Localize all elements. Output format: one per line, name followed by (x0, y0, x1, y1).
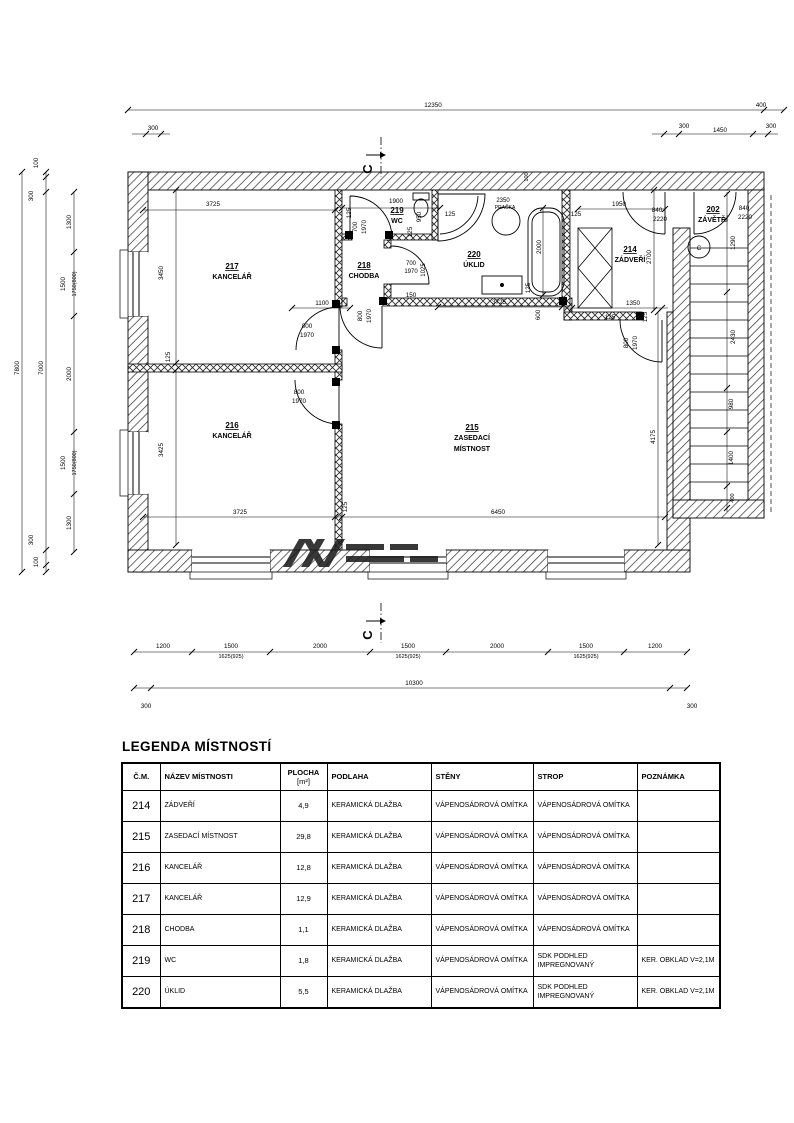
dimension-text: 1970 (632, 335, 639, 351)
dimension-text: 2000 (312, 643, 328, 650)
dimension-text: 1450 (712, 127, 728, 134)
legend-column-label: Č.M. (133, 772, 150, 782)
dimension-text: 1625(925) (573, 654, 599, 660)
dimension-text: 3450 (158, 265, 165, 281)
room-number: 215 (465, 423, 479, 432)
legend-cell-strop: VÁPENOSÁDROVÁ OMÍTKA (533, 915, 637, 946)
dimension-text: 10300 (405, 680, 423, 687)
dimension-text: 300 (686, 703, 698, 710)
room-number: 220 (467, 250, 481, 259)
legend-column-header (327, 763, 431, 791)
room-number: 219 (390, 206, 404, 215)
dimension-text: 300 (28, 190, 35, 202)
dimension-text: 7800 (14, 360, 21, 376)
legend-column-label: PLOCHA (287, 767, 320, 777)
dimension-text: 2000 (489, 643, 505, 650)
legend-column-header (431, 763, 533, 791)
legend-cell-podlaha: KERAMICKÁ DLAŽBA (327, 884, 431, 915)
dimension-text: 300 (765, 123, 777, 130)
dimension-text: 300 (28, 534, 35, 546)
legend-cell-cm: 216 (122, 853, 160, 884)
dimension-text: 400 (755, 102, 767, 109)
legend-cell-poznamka (637, 853, 720, 884)
dimension-text: 400 (730, 493, 736, 503)
dimension-text: 1970 (404, 269, 418, 275)
dimension-text: 125 (346, 207, 353, 219)
legend-column-header (533, 763, 637, 791)
legend-cell-plocha: 4,9 (280, 791, 327, 822)
legend-column-label: STROP (537, 772, 564, 782)
legend-cell-poznamka: KER. OBKLAD V=2,1M (637, 977, 720, 1009)
legend-cell-steny: VÁPENOSÁDROVÁ OMÍTKA (431, 884, 533, 915)
legend-row (122, 853, 720, 884)
dimension-text: 1970 (291, 398, 307, 405)
dimension-text: 100 (33, 157, 40, 169)
legend-row (122, 884, 720, 915)
room-name: CHODBA (348, 273, 380, 280)
dimension-text: 12350 (424, 102, 442, 109)
dimension-text: 4175 (650, 429, 657, 445)
legend-cell-nazev: KANCELÁŘ (160, 853, 280, 884)
door-jambs (332, 231, 644, 429)
dimension-text: 1500 (60, 455, 67, 471)
dimension-text: 150 (405, 292, 417, 299)
legend-column-label: POZNÁMKA (641, 772, 685, 782)
dimension-text: 3725 (491, 299, 507, 306)
bathtub (528, 208, 564, 296)
closet (578, 228, 612, 308)
section-mark (360, 137, 386, 177)
dimension-text: 700 (405, 261, 417, 267)
room-name: MÍSTNOST (453, 446, 491, 453)
legend-cell-poznamka (637, 884, 720, 915)
dimension-text: 125 (604, 314, 616, 321)
legend-cell-poznamka (637, 822, 720, 853)
dimension-text: 125 (165, 351, 172, 363)
legend-column-label: STĚNY (435, 772, 461, 782)
legend-column-label: NÁZEV MÍSTNOSTI (164, 772, 233, 782)
dimension-text: 800 (293, 389, 305, 396)
room-name: KANCELÁŘ (212, 274, 252, 281)
dimension-text: 3725 (205, 201, 221, 208)
dimension-text: 1750(800) (72, 450, 78, 476)
dimension-text: 2220 (652, 216, 668, 223)
legend-cell-steny: VÁPENOSÁDROVÁ OMÍTKA (431, 822, 533, 853)
legend-row (122, 822, 720, 853)
legend-cell-nazev: ZÁDVEŘÍ (160, 791, 280, 822)
dimension-text: PRAČKA (494, 205, 516, 211)
legend-cell-cm: 214 (122, 791, 160, 822)
dimension-text: 300 (678, 123, 690, 130)
legend-cell-poznamka (637, 791, 720, 822)
dimension-text: 2000 (536, 239, 543, 255)
legend-cell-plocha: 1,1 (280, 915, 327, 946)
dimension-text: 700 (352, 221, 359, 233)
legend-cell-nazev: CHODBA (160, 915, 280, 946)
dimension-text: 1500 (400, 643, 416, 650)
legend-cell-podlaha: KERAMICKÁ DLAŽBA (327, 915, 431, 946)
legend-row (122, 791, 720, 822)
legend (121, 739, 721, 1009)
legend-cell-cm: 218 (122, 915, 160, 946)
legend-cell-strop: SDK PODHLED IMPREGNOVANÝ (533, 977, 637, 1009)
legend-cell-cm: 215 (122, 822, 160, 853)
dimension-text: 1500 (60, 276, 67, 292)
room-number: 214 (623, 245, 637, 254)
dimension-text: 7000 (38, 360, 45, 376)
dimension-text: 840 (738, 205, 750, 212)
legend-column-header (637, 763, 720, 791)
dimension-text: 800 (301, 323, 313, 330)
legend-cell-podlaha: KERAMICKÁ DLAŽBA (327, 853, 431, 884)
interior-walls (128, 190, 642, 550)
dimension-text: 125 (407, 226, 414, 238)
dimension-text: 100 (33, 556, 40, 568)
dimension-text: 2430 (730, 329, 737, 345)
section-mark-label: C (360, 164, 375, 174)
room-number: 202 (706, 205, 720, 214)
room-name: ZÁVĚTŘÍ (698, 217, 728, 224)
dimension-text: 2700 (646, 249, 653, 265)
dimension-text: 125 (444, 211, 456, 218)
bottom-windows (190, 550, 626, 579)
legend-row (122, 915, 720, 946)
stairs (690, 248, 748, 503)
legend-cell-cm: 219 (122, 946, 160, 977)
dimension-text: 125 (342, 501, 349, 513)
legend-cell-nazev: KANCELÁŘ (160, 884, 280, 915)
dimension-text: 125 (525, 282, 532, 294)
dimension-text: 6450 (490, 509, 506, 516)
legend-cell-podlaha: KERAMICKÁ DLAŽBA (327, 822, 431, 853)
legend-cell-plocha: 29,8 (280, 822, 327, 853)
legend-cell-strop: SDK PODHLED IMPREGNOVANÝ (533, 946, 637, 977)
dimension-text: 100 (524, 172, 530, 182)
dimension-text: 1500 (578, 643, 594, 650)
dimension-text: 800 (357, 310, 364, 322)
legend-cell-podlaha: KERAMICKÁ DLAŽBA (327, 977, 431, 1009)
legend-column-header (160, 763, 280, 791)
dimension-text: 300 (147, 125, 159, 132)
legend-row (122, 946, 720, 977)
legend-cell-poznamka: KER. OBKLAD V=2,1M (637, 946, 720, 977)
dimension-text: 2350 (496, 198, 510, 204)
dimension-text: 3725 (232, 509, 248, 516)
room-number: 216 (225, 421, 239, 430)
dimension-text: 2000 (66, 366, 73, 382)
legend-cell-steny: VÁPENOSÁDROVÁ OMÍTKA (431, 977, 533, 1009)
room-name: WC (391, 218, 403, 225)
washing-machine (492, 207, 520, 235)
room-name: ÚKLID (463, 262, 485, 269)
room-labels (212, 205, 729, 453)
dimension-text: 1350 (625, 300, 641, 307)
legend-cell-podlaha: KERAMICKÁ DLAŽBA (327, 946, 431, 977)
dimension-text: 300 (140, 703, 152, 710)
dimension-text: 1970 (361, 219, 368, 235)
dimension-text: 1625(925) (218, 654, 244, 660)
dimension-text: 1200 (647, 643, 663, 650)
room-name: ZASEDACÍ (454, 435, 490, 442)
dimension-text: 1300 (66, 515, 73, 531)
legend-cell-strop: VÁPENOSÁDROVÁ OMÍTKA (533, 884, 637, 915)
legend-cell-strop: VÁPENOSÁDROVÁ OMÍTKA (533, 853, 637, 884)
legend-cell-plocha: 12,8 (280, 853, 327, 884)
dimension-text: 125 (642, 311, 649, 323)
legend-cell-steny: VÁPENOSÁDROVÁ OMÍTKA (431, 853, 533, 884)
dimension-text: 1900 (388, 198, 404, 205)
legend-cell-cm: 220 (122, 977, 160, 1009)
dimension-text: 1025 (421, 263, 427, 277)
legend-cell-nazev: WC (160, 946, 280, 977)
dimension-text: 1100 (315, 300, 329, 307)
dimension-text: 1400 (728, 450, 735, 466)
dimension-text: 2220 (737, 214, 753, 221)
legend-header-row (122, 763, 720, 791)
dimension-text: 1970 (366, 308, 373, 324)
dimension-text: 600 (535, 309, 542, 321)
legend-table (121, 762, 721, 1009)
legend-column-label: PODLAHA (331, 772, 369, 782)
sink (482, 276, 522, 294)
dimension-text: 840 (651, 207, 663, 214)
legend-column-header (122, 763, 160, 791)
legend-cell-steny: VÁPENOSÁDROVÁ OMÍTKA (431, 791, 533, 822)
legend-cell-strop: VÁPENOSÁDROVÁ OMÍTKA (533, 791, 637, 822)
dimension-text: 1500 (223, 643, 239, 650)
dimension-text: 1750(800) (72, 271, 78, 297)
dimension-text: 3425 (158, 442, 165, 458)
dimension-text: 1950 (611, 201, 627, 208)
legend-cell-strop: VÁPENOSÁDROVÁ OMÍTKA (533, 822, 637, 853)
section-mark (360, 603, 386, 643)
legend-cell-plocha: 1,8 (280, 946, 327, 977)
legend-title: LEGENDA MÍSTNOSTÍ (122, 739, 272, 754)
legend-cell-poznamka (637, 915, 720, 946)
legend-column-sublabel: [m²] (297, 777, 310, 786)
legend-cell-cm: 217 (122, 884, 160, 915)
legend-row (122, 977, 720, 1009)
room-number: 217 (225, 262, 239, 271)
legend-cell-nazev: ÚKLID (160, 977, 280, 1009)
legend-cell-plocha: 5,5 (280, 977, 327, 1009)
dimension-text: 125 (570, 211, 582, 218)
legend-column-header (280, 763, 327, 791)
dimension-text: 1625(925) (395, 654, 421, 660)
dimension-text: 800 (623, 337, 630, 349)
room-name: ZÁDVEŘÍ (614, 257, 646, 264)
dimension-text: C (696, 246, 702, 252)
legend-cell-nazev: ZASEDACÍ MÍSTNOST (160, 822, 280, 853)
legend-cell-podlaha: KERAMICKÁ DLAŽBA (327, 791, 431, 822)
dimension-text: 980 (728, 398, 735, 410)
legend-cell-steny: VÁPENOSÁDROVÁ OMÍTKA (431, 946, 533, 977)
room-name: KANCELÁŘ (212, 433, 252, 440)
section-mark-label: C (360, 630, 375, 640)
dimension-text: 1970 (299, 332, 315, 339)
legend-cell-steny: VÁPENOSÁDROVÁ OMÍTKA (431, 915, 533, 946)
room-number: 218 (357, 261, 371, 270)
dimension-text: 1290 (730, 235, 737, 251)
dimension-text: 1200 (155, 643, 171, 650)
dimension-text: 950 (416, 211, 423, 223)
dimension-text: 1300 (66, 214, 73, 230)
legend-cell-plocha: 12,9 (280, 884, 327, 915)
